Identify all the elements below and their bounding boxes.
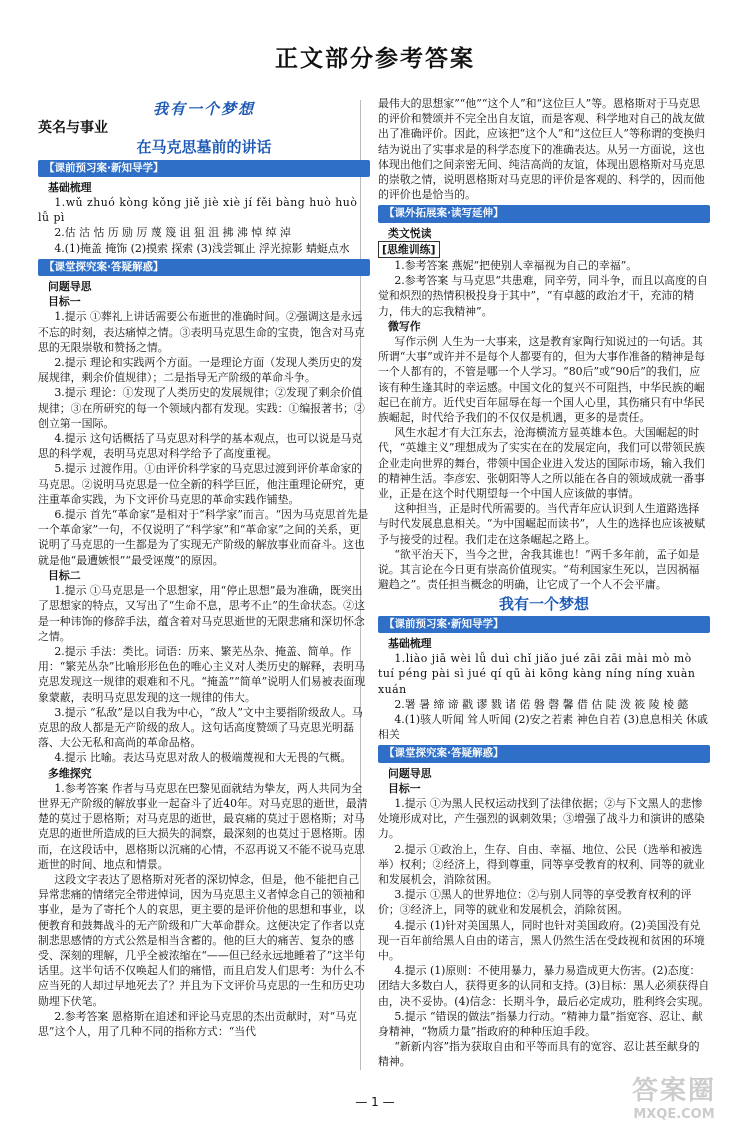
thinking-box: [思维训练] [378, 241, 440, 258]
goal-heading: 目标一 [388, 781, 421, 795]
answer-paragraph: 2.参考答案 恩格斯在追述和评论马克思的杰出贡献时，对“马克思”这个人，用了几种不同的指称方式：“当代 [38, 1009, 357, 1038]
answer-paragraph: 风生水起才有大江东去，沧海横流方显英雄本色。大国崛起的时代，“英雄主义”理想成为了实实在在的发展定向，我们可以带领民族企业走向世界的舞台，带领中国企业进入发达的国际市场，输入我们的精神生活。李彦宏、张朝阳等人之所以能在各自的领域成就一番事业，正是在这个时代期望每一个中国人应该做的事情。 [378, 426, 705, 501]
watermark-logo [624, 1070, 724, 1120]
answer-paragraph: 写作示例 人生为一大事来，这是教育家陶行知说过的一句话。其所谓“大事”或许并不是每个人都要有的，但为大事作准备的精神是每一个人都有的，不管是哪一个人学习。“80后”或“90后”的我们，应该有种生逢其时的幸运感。中国文化的复兴不可阻挡，中华民族的崛起已在前方。近代史百年屈辱在每一个国人心里，其伤痛只有中华民族崛起，时代给予我们的不仅仅是机遇，更多的是责任。 [378, 335, 705, 425]
unit-title-2: 我有一个梦想 [498, 594, 589, 613]
banner-preview: 【课前预习案·新知导学】 [38, 160, 370, 177]
answer-paragraph: 5.提示 过渡作用。①由评价科学家的马克思过渡到评价革命家的马克思。②说明马克思是一位全新的科学巨匠，他注重理论研究，更注重革命实践，为下文评价马克思的革命实践作铺垫。 [38, 462, 365, 506]
answer-paragraph: “欲平治天下，当今之世，舍我其谁也！”两千多年前，孟子如是说。其言论在今日更有崇高价值现实。“苟利国家生死以，岂因祸福避趋之”。责任担当概念的明确，让它成了一个人不会平庸。 [378, 547, 700, 592]
answer-paragraph: 4.提示 比喻。表达马克思对敌人的极端蔑视和大无畏的气概。 [54, 751, 352, 765]
answer-paragraph: 这种担当，正是时代所需要的。当代青年应认识到人生道路选择与时代发展息息相关。“为中国崛起而读书”，人生的选择也应该被赋予与接受的过程。我们走在这条崛起之路上。 [378, 502, 705, 546]
watermark-text: 答案圈 [631, 1076, 716, 1106]
answer-paragraph: 4.提示 (1)针对美国黑人，同时也针对美国政府。(2)美国没有兑现一百年前给黑人自由的诺言，黑人仍然生活在受歧视和贫困的环境中。 [378, 918, 705, 962]
goal-heading: 目标一 [48, 295, 81, 309]
watermark-url: MXQE.COM [633, 1107, 715, 1122]
answer-line: 1.wǔ zhuó kòng kǒng jiě jiè xiè jí fěi bàng huò huò lǚ pì [38, 196, 358, 225]
answer-paragraph: 最伟大的思想家”“他”“这个人”和“这位巨人”等。恩格斯对于马克思的评价和赞颂并不完全出自友谊，而是客观、科学地对自己的战友做出了准确评价。因此，应该把“这个人”和“这位巨人”等称谓的变换归结为说出了实事求是的科学态度下的准确表达。从另一方面说，这也体现出他们之间亲密无间、纯洁高尚的友谊，体现出恩格斯对马克思的崇敬之情，说明恩格斯对马克思的评价是客观的、科学的，因而他的评价也是恰当的。 [378, 97, 706, 202]
answer-line: 4.(1)掩盖 掩饰 (2)摸索 探索 (3)浅尝辄止 浮光掠影 蜻蜓点水 [54, 241, 350, 255]
page-title: 正文部分参考答案 [275, 46, 475, 72]
answer-line: 4.(1)骇人听闻 耸人听闻 (2)安之若素 神色自若 (3)息息相关 休戚相关 [378, 712, 708, 742]
answer-line: 2.估 沽 怙 历 励 厉 蔑 篾 诅 狙 沮 拂 沸 悼 绰 淖 [54, 226, 291, 240]
sub-basic: 基础梳理 [48, 180, 92, 194]
sub-multi: 多维探究 [48, 766, 92, 780]
sub-read: 类文悦读 [388, 226, 432, 240]
answer-paragraph: “新新内容”指为获取自由和平等而具有的宽容、忍让甚至献身的精神。 [378, 1040, 700, 1069]
answer-paragraph: 4.提示 (1)原则：不使用暴力，暴力易造成更大伤害。(2)态度：团结大多数白人，获得更多的认同和支持。(3)目标：黑人必须获得自由，决不妥协。(4)信念：长期斗争，最后必定成功，胜利终会实现。 [378, 964, 710, 1008]
sub-write: 微写作 [388, 319, 421, 333]
answer-paragraph: 3.提示 “私敌”是以自我为中心，“敌人”文中主要指阶级敌人。马克思的敌人都是无产阶级的敌人。这句话高度赞颂了马克思光明磊落、大公无私和高尚的革命品格。 [38, 705, 363, 750]
answer-paragraph: 1.提示 ①葬礼上讲话需要公布逝世的准确时间。②强调这是永远不忘的时刻，表达痛悼之情。③表明马克思生命的宝贵，饱含对马克思的无限崇敬和赞扬之情。 [38, 310, 365, 354]
unit-title: 我有一个梦想 [152, 100, 255, 118]
answer-paragraph: 5.提示 “错误的做法”指暴力行动。“精神力量”指宽容、忍让、献身精神，“物质力量”指政府的种种压迫手段。 [378, 1009, 703, 1038]
answer-paragraph: 6.提示 首先“革命家”是相对于“科学家”而言。“因为马克思首先是一个革命家”一句，不仅说明了“科学家”和“革命家”之间的关系，更说明了马克思的一生都是为了实现无产阶级的解放事业而奋斗。这也就是他“最遭嫉恨”“最受诬蔑”的原因。 [38, 508, 369, 567]
answer-paragraph: 2.参考答案 与马克思“共患难，同辛劳，同斗争，而且以高度的自觉和炽烈的热情积极投身于其中”，“有卓越的政治才干，充沛的精力，伟大的忘我精神”。 [378, 274, 708, 318]
banner-extension: 【课外拓展案·读写延伸】 [378, 205, 710, 222]
banner-class-2: 【课堂探究案·答疑解惑】 [378, 745, 710, 762]
article-title: 在马克思墓前的讲话 [136, 138, 272, 157]
sub-basic-2: 基础梳理 [388, 636, 432, 650]
answer-paragraph: 1.参考答案 燕妮“把使别人幸福视为自己的幸福”。 [394, 259, 638, 273]
banner-class: 【课堂探究案·答疑解惑】 [38, 259, 370, 276]
goal-heading: 目标二 [48, 568, 81, 582]
page-number: — 1 — [355, 1095, 395, 1109]
left-column [38, 98, 370, 1039]
answer-paragraph: 2.提示 手法：类比。词语：历来、繁芜丛杂、掩盖、简单。作用：“繁芜丛杂”比喻形形色色的唯心主义对人类历史的解释，表明马克思发现这一规律的艰难和不凡。“掩盖”“简单”说明人们易被表面现象蒙蔽，表明马克思发现的这一规律的伟大。 [38, 644, 366, 704]
answer-paragraph: 3.提示 ①黑人的世界地位：②与别人同等的享受教育权利的评价；③经济上，同等的就业和发展机会，消除贫困。 [378, 888, 692, 917]
answer-paragraph: 这段文字表达了恩格斯对死者的深切悼念，但是，他不能把自己异常悲痛的情绪完全带进悼词，因为马克思主义者悼念自己的领袖和事业，是为了寄托个人的哀思，更主要的是评价他的思想和事业，以便教育和鼓舞战斗的无产阶级和广大革命群众。这便决定了作者以克制悲思感情的方式公然是相当含蓄的。他的巨大的痛苦、复杂的感受、深刻的理解，几乎全被浓缩在“——但已经永远地睡着了”这半句话里。这半句话不仅唤起人们的痛惜，而且启发人们思考：为什么不应当死的人却过早地死去了？并且为下文评价马克思的一生和历史功勋埋下伏笔。 [38, 872, 365, 1008]
answer-line: 2.署 暑 缔 谛 戳 谬 戮 诸 偌 磐 磬 馨 借 估 陡 泼 筱 陵 棱 懿 [394, 697, 689, 711]
answer-paragraph: 1.提示 ①为黑人民权运动找到了法律依据；②与下文黑人的悲惨处境形成对比，产生强烈的讽刺效果；③增强了战斗力和演讲的感染力。 [378, 796, 705, 841]
sub-question: 问题导思 [48, 280, 92, 294]
answer-paragraph: 1.参考答案 作者与马克思在巴黎见面就结为挚友，两人共同为全世界无产阶级的解放事业一起奋斗了近40年。对马克思的逝世，最清楚的莫过于恩格斯；对马克思的逝世，最哀痛的莫过于恩格斯；对马克思的逝世所造成的巨大损失的洞察，最深刻的也莫过于恩格斯。因而，在这段话中，恩格斯以沉痛的心情，不忍再说又不能不说马克思逝世的时间、地点和情景。 [38, 781, 368, 871]
answer-paragraph: 2.提示 ①政治上，生存、自由、幸福、地位、公民（选举和被选举）权利；②经济上，得到尊重，同等享受教育的权利、同等的就业和发展机会，消除贫困。 [378, 842, 705, 886]
answer-paragraph: 1.提示 ①马克思是一个思想家，用“停止思想”最为准确，既突出了思想家的特点，又写出了“生命不息，思考不止”的生命状态。②这是一种讳饰的修辞手法，蕴含着对马克思逝世的无限悲痛和深切怀念之情。 [38, 584, 365, 643]
right-column [378, 96, 710, 1070]
sub-question-2: 问题导思 [388, 766, 432, 780]
answer-paragraph: 3.提示 理论：①发现了人类历史的发展规律；②发现了剩余价值规律；③在所研究的每一个领域内都有发现。实践：①编报著书；②创立第一国际。 [38, 386, 365, 430]
answer-paragraph: 2.提示 理论和实践两个方面。一是理论方面（发现人类历史的发展规律，剩余价值规律）；二是指导无产阶级的革命斗争。 [38, 356, 363, 385]
answer-line: 1.liào jiā wèi lǚ duì chǐ jiǎo jué zāi zāi mài mò mò tuí péng pài sì jué qí qū ài kōng kàng níng níng xuàn xuán [378, 652, 696, 696]
banner-preview-2: 【课前预习案·新知导学】 [378, 616, 710, 633]
answer-paragraph: 4.提示 这句话概括了马克思对科学的基本观点，也可以说是马克思的科学观，表明马克思对科学给予了高度重视。 [38, 432, 363, 461]
section-heading: 英名与事业 [38, 120, 108, 137]
